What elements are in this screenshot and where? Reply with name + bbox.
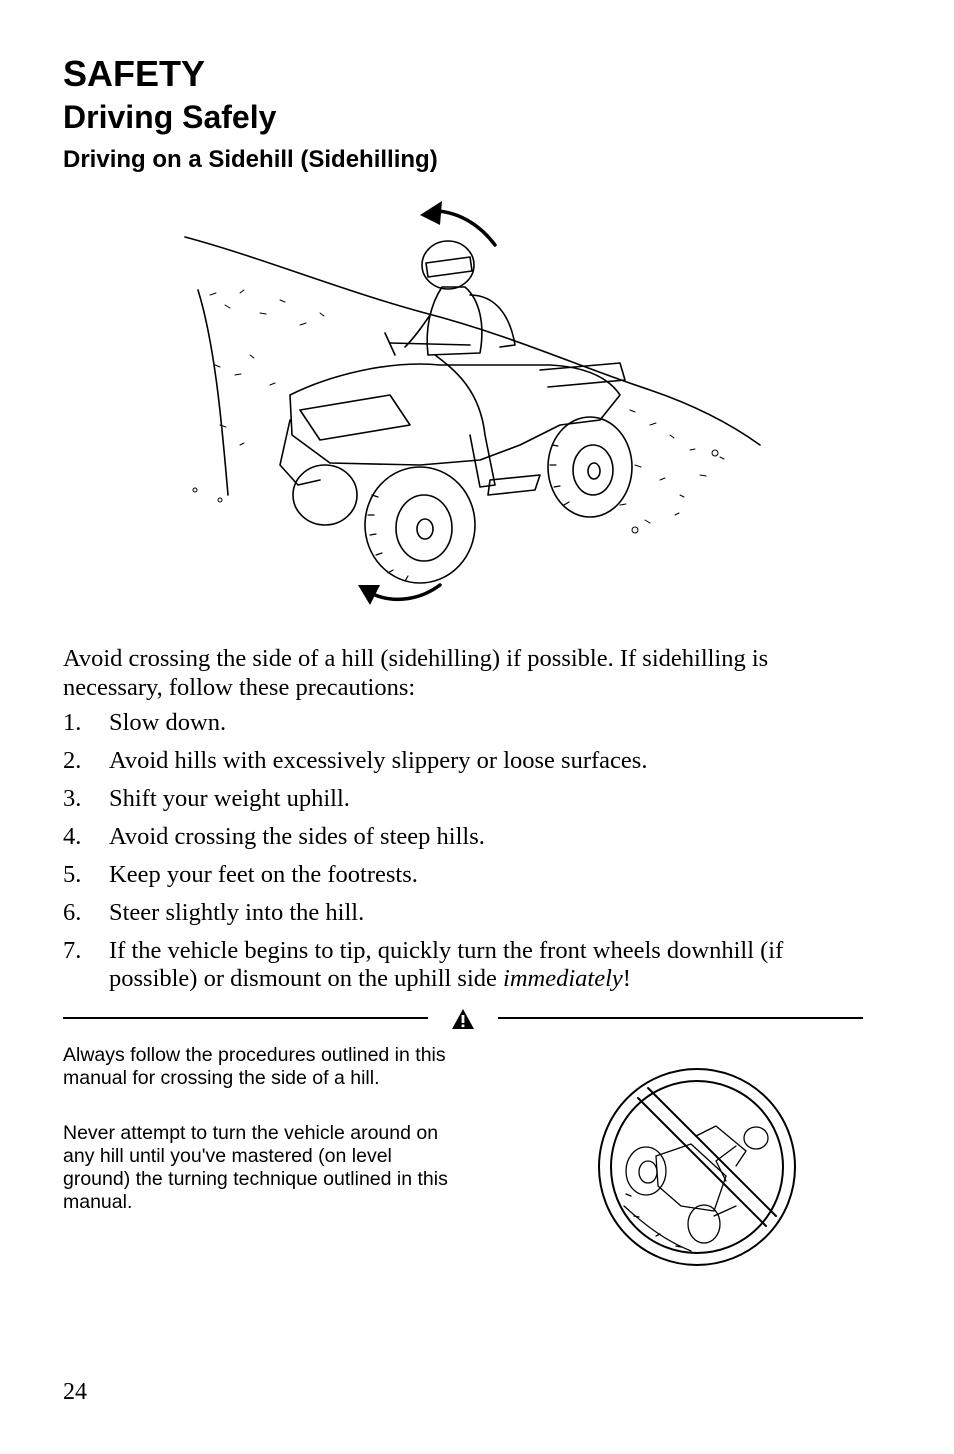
warning-divider-left bbox=[63, 1017, 428, 1019]
list-item bbox=[63, 861, 873, 889]
step-text: Steer slightly into the hill. bbox=[109, 899, 365, 926]
list-item bbox=[63, 709, 873, 737]
step-text: Avoid crossing the sides of steep hills. bbox=[109, 823, 485, 850]
list-item bbox=[63, 785, 873, 813]
precaution-steps-list bbox=[63, 709, 873, 1003]
step-number: 7. bbox=[63, 937, 82, 964]
list-item bbox=[63, 899, 873, 927]
step-text: Slow down. bbox=[109, 709, 227, 736]
warning-triangle-icon bbox=[451, 1008, 475, 1030]
step-text: Avoid hills with excessively slippery or loose surfaces. bbox=[109, 747, 648, 774]
step-text: If the vehicle begins to tip, quickly turn the front wheels downhill (if possible) or dismount on the uphill side bbox=[109, 937, 784, 992]
list-item bbox=[63, 747, 873, 775]
list-item bbox=[63, 823, 873, 851]
step-text: Shift your weight uphill. bbox=[109, 785, 350, 812]
subsection-title: Driving on a Sidehill (Sidehilling) bbox=[63, 146, 438, 173]
no-turning-on-hill-icon bbox=[596, 1066, 798, 1268]
section-title: SAFETY bbox=[63, 53, 206, 94]
page-number: 24 bbox=[63, 1379, 87, 1405]
warning-text: Always follow the procedures outlined in this manual for crossing the side of a hill. bbox=[63, 1044, 446, 1089]
sidehill-atv-illustration bbox=[180, 195, 765, 615]
step-number: 1. bbox=[63, 709, 82, 736]
page-title: Driving Safely bbox=[63, 99, 277, 135]
warning-divider-right bbox=[498, 1017, 863, 1019]
step-number: 6. bbox=[63, 899, 82, 926]
list-item bbox=[63, 937, 873, 993]
step-number: 3. bbox=[63, 785, 82, 812]
step-emphasis: immediately bbox=[503, 965, 623, 992]
step-number: 4. bbox=[63, 823, 82, 850]
intro-paragraph: Avoid crossing the side of a hill (sidehilling) if possible. If sidehilling is necessary, follow these precautions: bbox=[63, 645, 769, 701]
step-number: 5. bbox=[63, 861, 82, 888]
step-suffix: ! bbox=[622, 965, 631, 992]
step-text: Keep your feet on the footrests. bbox=[109, 861, 418, 888]
step-number: 2. bbox=[63, 747, 82, 774]
warning-text: Never attempt to turn the vehicle around on any hill until you've mastered (on level ground) the turning technique outlined in this manual. bbox=[63, 1122, 448, 1213]
